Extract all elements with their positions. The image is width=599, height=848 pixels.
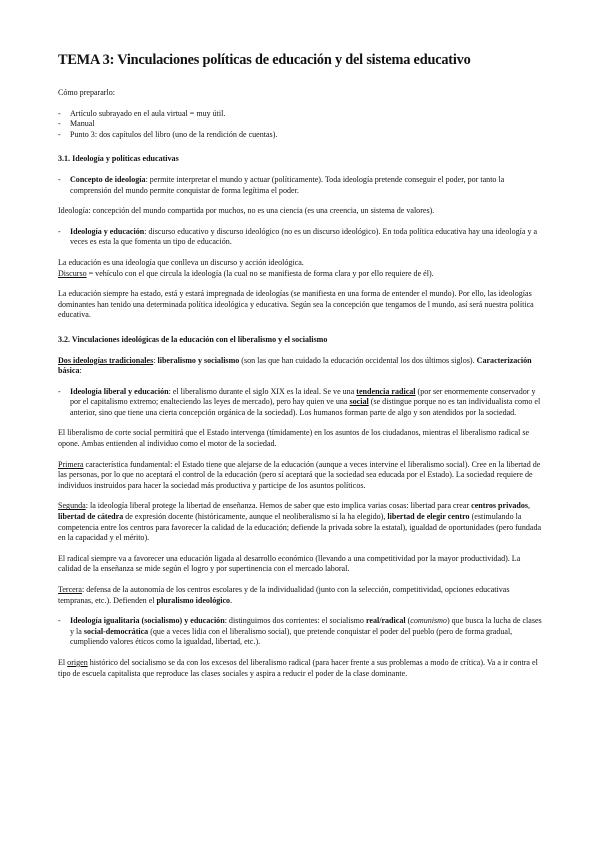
section-heading-3-1: 3.1. Ideología y políticas educativas	[58, 154, 179, 164]
text: .	[230, 595, 233, 605]
paragraph: El liberalismo de corte social permitirá que el Estado intervenga (tímidamente) en los asuntos de los ciudadanos, mientras el liberalismo radical se opone. Ambas entienden al individuo como el motor de la sociedad.	[58, 428, 530, 449]
spacer	[58, 544, 542, 554]
text: :	[79, 366, 82, 376]
term: comunismo	[410, 616, 447, 626]
term: Dos ideologías tradicionales	[58, 355, 154, 365]
spacer	[58, 321, 542, 335]
text: :	[153, 355, 158, 365]
term: Concepto de ideología	[70, 174, 146, 184]
list-item: - Manual	[58, 119, 542, 130]
term: tendencia radical	[356, 386, 416, 396]
spacer	[58, 377, 542, 387]
term: Primera	[58, 459, 84, 469]
page-title: TEMA 3: Vinculaciones políticas de educación y del sistema educativo	[58, 52, 471, 68]
text: de expresión docente (históricamente, aunque el neoliberalismo sí la ha elegido),	[123, 512, 388, 522]
text: : el liberalismo durante el siglo XIX es la ideal. Se ve una	[168, 386, 357, 396]
text: ,	[528, 501, 531, 511]
text: = vehículo con el que circula la ideología (la cual no se manifiesta de forma clara y por ello requiere de él).	[86, 268, 434, 278]
spacer	[58, 491, 542, 501]
term: Segunda	[58, 501, 86, 511]
spacer	[58, 418, 542, 428]
section-heading-3-2: 3.2. Vinculaciones ideológicas de la educación con el liberalismo y el socialismo	[58, 334, 328, 344]
text: El	[58, 657, 68, 667]
paragraph	[58, 658, 542, 679]
text: : discurso educativo y discurso ideológico (no es un discurso ideológico). En toda política educativa hay una ideología y a veces es esta la que fomenta un tipo de educación.	[70, 226, 538, 247]
term: Caracterización básica	[58, 355, 532, 376]
spacer	[58, 575, 542, 585]
term: centros privados	[471, 501, 528, 511]
ideologia-list	[58, 227, 542, 248]
paragraph	[58, 356, 542, 377]
paragraph: Ideología: concepción del mundo compartida por muchos, no es una ciencia (es una creencia, un sistema de valores).	[58, 206, 435, 216]
text: característica fundamental: el Estado tiene que alejarse de la educación (aunque a veces intervine el liberalismo social). Cree en la libertad de las personas, por lo que no aceptará el control de la educación (pero sí aceptará que la sociedad sea educada por el Estado). La sociedad requiere de individuos instruidos para hacer la sociedad más productiva y participe de los asuntos políticos.	[58, 459, 541, 490]
text: : distinguimos dos corrientes: el socialismo	[224, 616, 366, 626]
list-item	[58, 387, 542, 419]
spacer	[58, 279, 542, 289]
list-item: - Artículo subrayado en el aula virtual = muy útil.	[58, 109, 542, 120]
spacer	[58, 346, 542, 356]
spacer	[58, 450, 542, 460]
text: (son las que han cuidado la educación occidental los dos últimos siglos).	[239, 355, 477, 365]
text: : defensa de la autonomía de los centros escolares y de la individualidad (junto con la selección, competitividad, opciones educativas tempranas, etc.). Defienden el	[58, 585, 510, 605]
spacer	[58, 606, 542, 616]
spacer	[58, 99, 542, 109]
text: (estimulando la competencia entre los centros para favorecer la calidad de la educación; defiende la privada sobre la estatal), igualdad de oportunidades (pero fundada en la capacidad y el mérito).	[58, 512, 542, 543]
como-prepararlo: Cómo prepararlo:	[58, 88, 115, 97]
spacer	[58, 248, 542, 258]
paragraph: La educación siempre ha estado, está y estará impregnada de ideologías (se manifiesta en una forma de entender el mundo). Por ello, las ideologías dominantes han tenido una determinada política ideológica y educativa. Según sea la concepción que tengamos de l mundo, así será nuestra política educativa.	[58, 289, 534, 320]
document-page	[58, 52, 542, 679]
list-item	[58, 175, 542, 196]
spacer	[58, 217, 542, 227]
concepto-list	[58, 175, 542, 196]
spacer	[58, 140, 542, 154]
prep-list	[58, 109, 542, 141]
text: (se distingue porque no es tan individualista como el anterior, sino que tiene una cierta concepción orgánica de la sociedad). Los humanos forman parte de algo y son atendidos por la sociedad.	[70, 397, 541, 417]
text: : permite interpretar el mundo y actuar (políticamente). Toda ideología pretende conseguir el poder, por tanto la comprensión del mundo permite conquistar de forma legítima el poder.	[70, 174, 505, 195]
term: social	[349, 397, 369, 407]
paragraph	[58, 460, 542, 492]
paragraph	[58, 501, 542, 543]
term: Tercera	[58, 585, 82, 594]
term: social-democrática	[83, 626, 149, 636]
text: (por ser enormemente conservador y por el capitalismo extremo; enalteciendo las leyes de mercado), pero hay quien ve una	[70, 386, 536, 407]
term: Ideología y educación	[70, 226, 145, 236]
list-item: - Punto 3: dos capítulos del libro (uno de la rendición de cuentas).	[58, 130, 542, 141]
text: (	[405, 616, 411, 626]
text: : la ideología liberal protege la libertad de enseñanza. Hemos de saber que esto implica varias cosas: libertad para crear	[85, 501, 472, 511]
spacer	[58, 648, 542, 658]
spacer	[58, 196, 542, 206]
list-item	[58, 227, 542, 248]
paragraph	[58, 269, 542, 280]
text: histórico del socialismo se da con los excesos del liberalismo radical (para hacer frente a sus problemas a modo de crítica). Va a ir contra el tipo de escuela capitalista que reproduce las clases sociales y aspira a reducir el poder de la clase dominante.	[58, 657, 538, 678]
term: libertad de elegir centro	[387, 512, 470, 522]
paragraph	[58, 585, 542, 606]
text: (que a veces lidia con el liberalismo social), que pretende conquistar el poder del pueblo (pero de forma gradual, cumpliendo valores éticos como la igualdad, libertad, etc.).	[70, 626, 513, 647]
igualitaria-list	[58, 616, 542, 648]
term: Ideología igualitaria (socialismo) y educación	[70, 616, 225, 626]
term: real/radical	[365, 616, 406, 626]
list-item	[58, 616, 542, 648]
term: pluralismo ideológico	[156, 595, 231, 605]
term: Discurso	[58, 268, 87, 278]
paragraph: El radical siempre va a favorecer una educación ligada al desarrollo económico (llevando a una competitividad por la mayor productividad). La calidad de la enseñanza se mide según el logro y por supertinencia con el mercado laboral.	[58, 553, 521, 574]
paragraph: La educación es una ideología que conlleva un discurso y acción ideológica.	[58, 257, 304, 267]
term: liberalismo y socialismo	[157, 355, 240, 365]
term: libertad de cátedra	[58, 512, 124, 522]
term: Ideología liberal y educación	[70, 386, 169, 396]
liberal-list	[58, 387, 542, 419]
spacer	[58, 165, 542, 175]
text: ) que busca la lucha de clases y la	[70, 616, 542, 636]
term: origen	[67, 657, 88, 667]
